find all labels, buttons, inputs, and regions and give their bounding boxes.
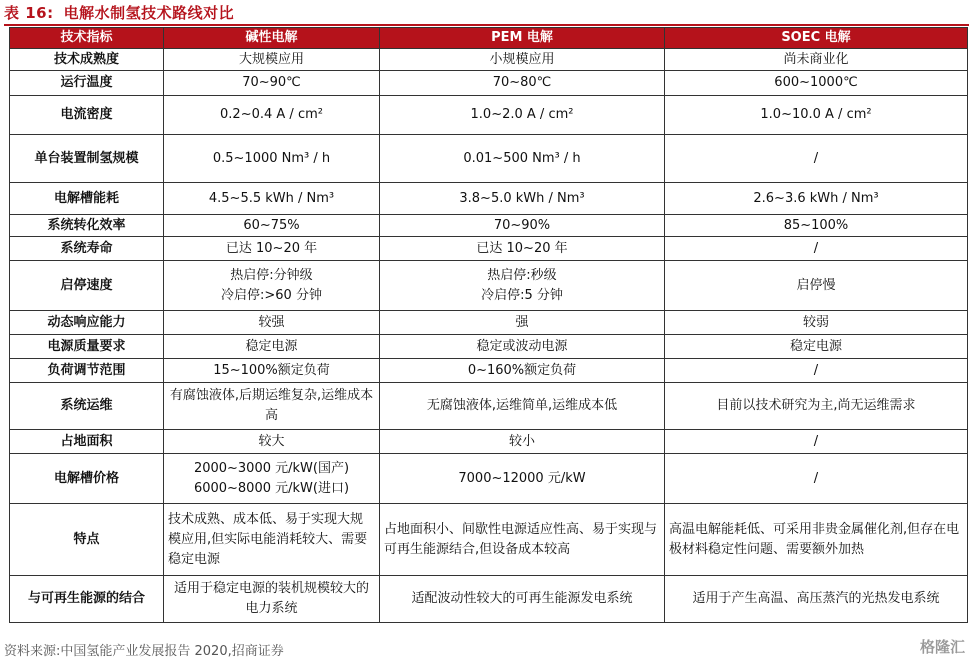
table-cell: 稳定或波动电源	[380, 335, 665, 359]
table-cell: 较大	[164, 430, 380, 454]
header-cell: 技术指标	[10, 28, 164, 49]
table-row	[10, 215, 968, 237]
table-cell: 0.5~1000 Nm³ / h	[164, 135, 380, 183]
table-cell: 70~90%	[380, 215, 665, 237]
table-row	[10, 237, 968, 261]
table-row	[10, 454, 968, 504]
table-cell: 2000~3000 元/kW(国产) 6000~8000 元/kW(进口)	[164, 454, 380, 504]
table-row	[10, 576, 968, 623]
table-cell: /	[665, 454, 968, 504]
row-label: 电解槽价格	[10, 454, 164, 504]
table-cell: /	[665, 359, 968, 383]
table-cell: /	[665, 237, 968, 261]
table-cell: 70~80℃	[380, 71, 665, 96]
table-cell: 适用于产生高温、高压蒸汽的光热发电系统	[665, 576, 968, 623]
table-cell: 60~75%	[164, 215, 380, 237]
table-cell: 目前以技术研究为主,尚无运维需求	[665, 383, 968, 430]
table-cell: 热启停:分钟级 冷启停:>60 分钟	[164, 261, 380, 311]
table-cell: /	[665, 430, 968, 454]
table-cell: 稳定电源	[665, 335, 968, 359]
row-label: 电源质量要求	[10, 335, 164, 359]
row-label: 单台装置制氢规模	[10, 135, 164, 183]
table-row	[10, 383, 968, 430]
table-row	[10, 261, 968, 311]
row-label: 电解槽能耗	[10, 183, 164, 215]
table-cell: 70~90℃	[164, 71, 380, 96]
table-row	[10, 311, 968, 335]
source-note: 资料来源:中国氢能产业发展报告 2020,招商证券	[4, 644, 284, 659]
row-label: 系统寿命	[10, 237, 164, 261]
header-row	[10, 28, 968, 49]
table-cell: 15~100%额定负荷	[164, 359, 380, 383]
table-cell: 已达 10~20 年	[380, 237, 665, 261]
row-label: 运行温度	[10, 71, 164, 96]
table-row	[10, 96, 968, 135]
table-cell: 有腐蚀液体,后期运维复杂,运维成本高	[164, 383, 380, 430]
table-cell: 较小	[380, 430, 665, 454]
table-title-text: 电解水制氢技术路线对比	[63, 4, 235, 22]
row-label: 负荷调节范围	[10, 359, 164, 383]
table-row	[10, 71, 968, 96]
title-rule	[4, 24, 969, 26]
header-cell: 碱性电解	[164, 28, 380, 49]
table-cell: 技术成熟、成本低、易于实现大规模应用,但实际电能消耗较大、需要稳定电源	[164, 504, 380, 576]
table-cell: /	[665, 135, 968, 183]
table-cell: 尚未商业化	[665, 49, 968, 71]
table-row	[10, 183, 968, 215]
table-row	[10, 504, 968, 576]
table-cell: 适配波动性较大的可再生能源发电系统	[380, 576, 665, 623]
table-cell: 0.2~0.4 A / cm²	[164, 96, 380, 135]
row-label: 动态响应能力	[10, 311, 164, 335]
table-cell: 占地面积小、间歇性电源适应性高、易于实现与可再生能源结合,但设备成本较高	[380, 504, 665, 576]
table-cell: 7000~12000 元/kW	[380, 454, 665, 504]
table-cell: 0~160%额定负荷	[380, 359, 665, 383]
table-cell: 4.5~5.5 kWh / Nm³	[164, 183, 380, 215]
row-label: 系统转化效率	[10, 215, 164, 237]
table-cell: 1.0~2.0 A / cm²	[380, 96, 665, 135]
table-cell: 2.6~3.6 kWh / Nm³	[665, 183, 968, 215]
row-label: 特点	[10, 504, 164, 576]
table-number: 表 16:	[4, 4, 54, 22]
header-cell: SOEC 电解	[665, 28, 968, 49]
header-cell: PEM 电解	[380, 28, 665, 49]
table-title	[4, 2, 244, 24]
table-cell: 已达 10~20 年	[164, 237, 380, 261]
table-row	[10, 335, 968, 359]
table-cell: 85~100%	[665, 215, 968, 237]
table-row	[10, 135, 968, 183]
row-label: 技术成熟度	[10, 49, 164, 71]
row-label: 电流密度	[10, 96, 164, 135]
table-cell: 1.0~10.0 A / cm²	[665, 96, 968, 135]
table-cell: 较弱	[665, 311, 968, 335]
table-cell: 适用于稳定电源的装机规模较大的电力系统	[164, 576, 380, 623]
table-cell: 3.8~5.0 kWh / Nm³	[380, 183, 665, 215]
table-cell: 0.01~500 Nm³ / h	[380, 135, 665, 183]
table-cell: 稳定电源	[164, 335, 380, 359]
table-row	[10, 359, 968, 383]
row-label: 与可再生能源的结合	[10, 576, 164, 623]
row-label: 占地面积	[10, 430, 164, 454]
table-row	[10, 49, 968, 71]
row-label: 系统运维	[10, 383, 164, 430]
table-cell: 小规模应用	[380, 49, 665, 71]
table-cell: 600~1000℃	[665, 71, 968, 96]
table-cell: 启停慢	[665, 261, 968, 311]
table-cell: 大规模应用	[164, 49, 380, 71]
table-cell: 强	[380, 311, 665, 335]
table-cell: 较强	[164, 311, 380, 335]
comparison-table	[9, 27, 968, 623]
table-cell: 高温电解能耗低、可采用非贵金属催化剂,但存在电极材料稳定性问题、需要额外加热	[665, 504, 968, 576]
table-cell: 无腐蚀液体,运维简单,运维成本低	[380, 383, 665, 430]
table-cell: 热启停:秒级 冷启停:5 分钟	[380, 261, 665, 311]
table-row	[10, 430, 968, 454]
watermark-logo: 格隆汇	[919, 638, 965, 656]
row-label: 启停速度	[10, 261, 164, 311]
